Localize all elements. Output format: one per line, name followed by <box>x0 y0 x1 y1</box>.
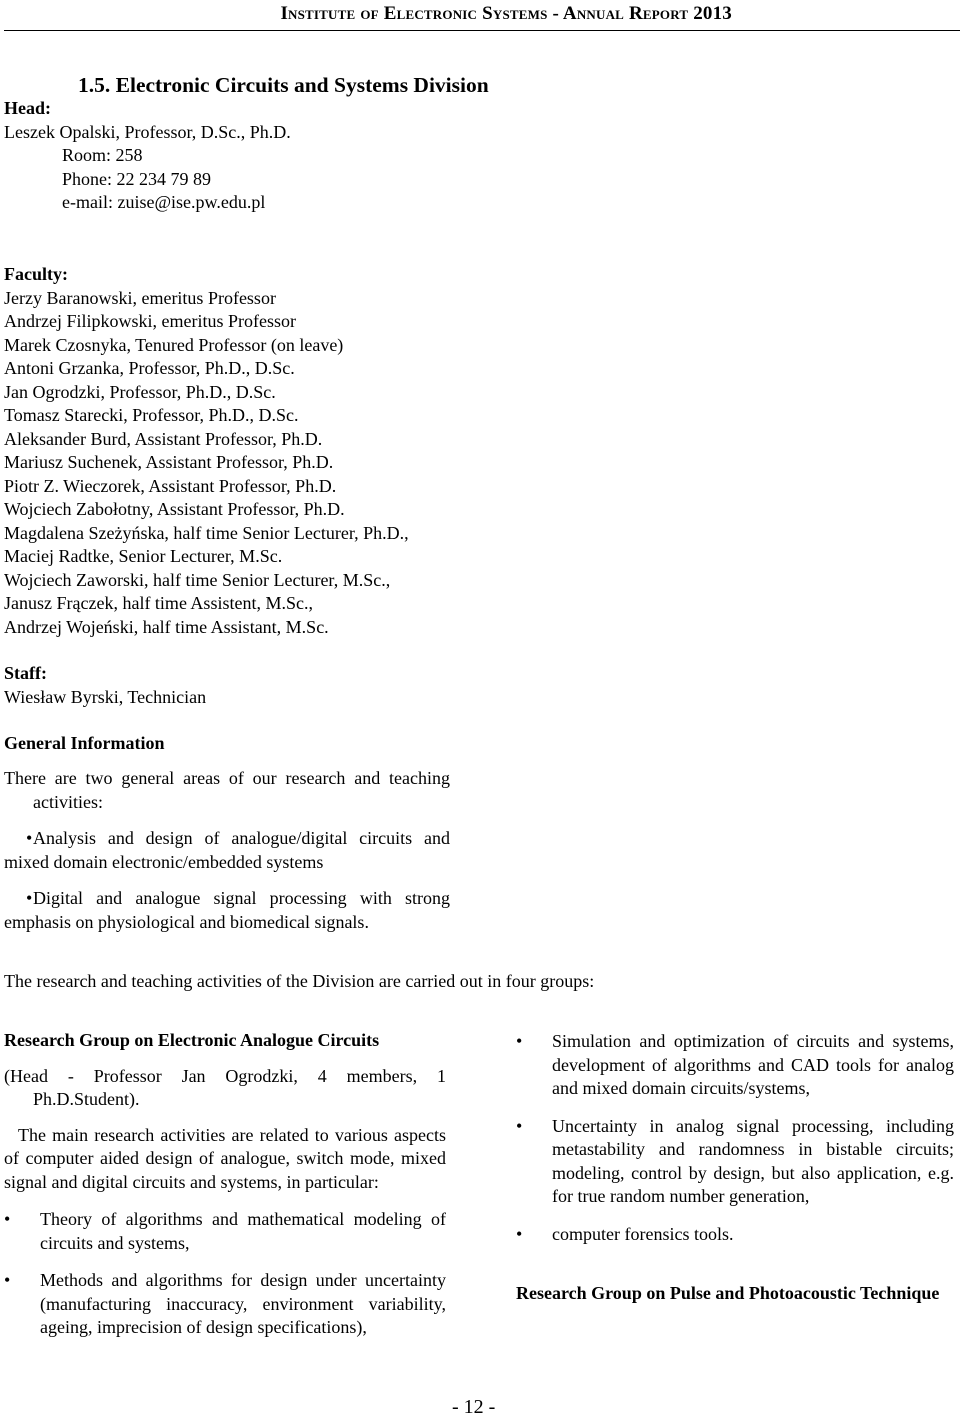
group1-bullet-text: computer forensics tools. <box>552 1223 734 1244</box>
groups-sentence <box>4 970 944 994</box>
faculty-member: Maciej Radtke, Senior Lecturer, M.Sc. <box>4 546 283 566</box>
faculty-member: Janusz Frączek, half time Assistent, M.Sc., <box>4 593 313 613</box>
faculty-member: Jerzy Baranowski, emeritus Professor <box>4 287 276 308</box>
head-block <box>4 97 944 215</box>
bullet-icon: • <box>516 1115 523 1136</box>
bullet-icon: • <box>516 1031 523 1051</box>
bullet-icon: • <box>516 1223 523 1244</box>
group1-bullet-right <box>516 1223 954 1247</box>
head-phone: Phone: 22 234 79 89 <box>62 168 212 189</box>
head-label: Head: <box>4 98 51 118</box>
group2-title: Research Group on Pulse and Photoacoustic Technique <box>516 1283 940 1303</box>
faculty-member: Aleksander Burd, Assistant Professor, Ph.D. <box>4 428 323 449</box>
bullet-icon: • <box>4 1209 11 1229</box>
staff-block <box>4 662 944 709</box>
group1-bullet-right <box>516 1115 954 1209</box>
general-intro-text: There are two general areas of our research and teaching activities: <box>4 768 450 812</box>
section-title: 1.5. Electronic Circuits and Systems Division <box>78 73 489 97</box>
head-room: Room: 258 <box>62 145 143 165</box>
staff-member: Wiesław Byrski, Technician <box>4 686 207 707</box>
group1-title: Research Group on Electronic Analogue Circuits <box>4 1030 380 1050</box>
general-bullet-text: Digital and analogue signal processing with strong emphasis on physiological and biomedical signals. <box>4 888 450 932</box>
faculty-member: Magdalena Szeżyńska, half time Senior Lecturer, Ph.D., <box>4 522 409 543</box>
group1-bullet-text: Methods and algorithms for design under uncertainty (manufacturing inaccuracy, environment variability, ageing, imprecision of design specifications), <box>40 1270 446 1337</box>
bullet-icon: • <box>4 1270 11 1290</box>
head-email: e-mail: zuise@ise.pw.edu.pl <box>62 192 266 212</box>
general-bullet-item <box>4 887 450 934</box>
faculty-member: Mariusz Suchenek, Assistant Professor, Ph.D. <box>4 452 334 472</box>
general-intro <box>4 767 450 814</box>
group1-head-note: (Head - Professor Jan Ogrodzki, 4 members, 1 Ph.D.Student). <box>4 1065 446 1109</box>
running-header: Institute of Electronic Systems - Annual Report 2013 <box>280 3 732 24</box>
general-title <box>4 732 944 756</box>
group1-description: The main research activities are related to various aspects of computer aided design of analogue, switch mode, mixed signal and digital circuits and systems, in particular: <box>4 1124 446 1192</box>
groups-sentence-text: The research and teaching activities of the Division are carried out in four groups: <box>4 971 595 991</box>
faculty-member: Andrzej Filipkowski, emeritus Professor <box>4 311 296 331</box>
group1-right-column <box>516 1030 954 1306</box>
general-bullet-item <box>4 827 450 874</box>
faculty-member: Piotr Z. Wieczorek, Assistant Professor, Ph.D. <box>4 475 337 496</box>
group1-left-column <box>4 1029 446 1340</box>
faculty-member: Wojciech Zabołotny, Assistant Professor, Ph.D. <box>4 499 345 519</box>
faculty-label: Faculty: <box>4 264 68 284</box>
faculty-block <box>4 263 944 639</box>
general-title-text: General Information <box>4 733 165 753</box>
page-number: - 12 - <box>452 1396 496 1418</box>
faculty-member: Antoni Grzanka, Professor, Ph.D., D.Sc. <box>4 358 295 378</box>
group1-bullet-text: Theory of algorithms and mathematical modeling of circuits and systems, <box>40 1209 446 1253</box>
group1-bullet-text: Uncertainty in analog signal processing, including metastability and randomness in bistable circuits; modeling, control by design, but also application, e.g. for true random number generation, <box>552 1115 954 1206</box>
faculty-member: Jan Ogrodzki, Professor, Ph.D., D.Sc. <box>4 381 276 402</box>
bullet-icon: • <box>26 888 33 908</box>
group1-bullet-left <box>4 1208 446 1255</box>
group1-bullet-left <box>4 1269 446 1340</box>
group1-bullet-right <box>516 1030 954 1101</box>
bullet-icon: • <box>26 828 33 848</box>
general-bullet-text: Analysis and design of analogue/digital circuits and mixed domain electronic/embedded systems <box>4 828 450 872</box>
faculty-member: Marek Czosnyka, Tenured Professor (on leave) <box>4 334 344 355</box>
header-rule <box>4 30 960 31</box>
staff-label: Staff: <box>4 663 47 683</box>
faculty-member: Tomasz Starecki, Professor, Ph.D., D.Sc. <box>4 405 299 425</box>
general-bullet-2 <box>4 887 450 934</box>
group1-bullet-text: Simulation and optimization of circuits and systems, development of algorithms and CAD tools for analog and mixed domain circuits/systems, <box>552 1031 954 1098</box>
faculty-member: Wojciech Zaworski, half time Senior Lecturer, M.Sc., <box>4 569 391 590</box>
head-name: Leszek Opalski, Professor, D.Sc., Ph.D. <box>4 121 291 142</box>
faculty-member: Andrzej Wojeński, half time Assistant, M.Sc. <box>4 616 329 637</box>
general-bullet-1 <box>4 827 450 874</box>
